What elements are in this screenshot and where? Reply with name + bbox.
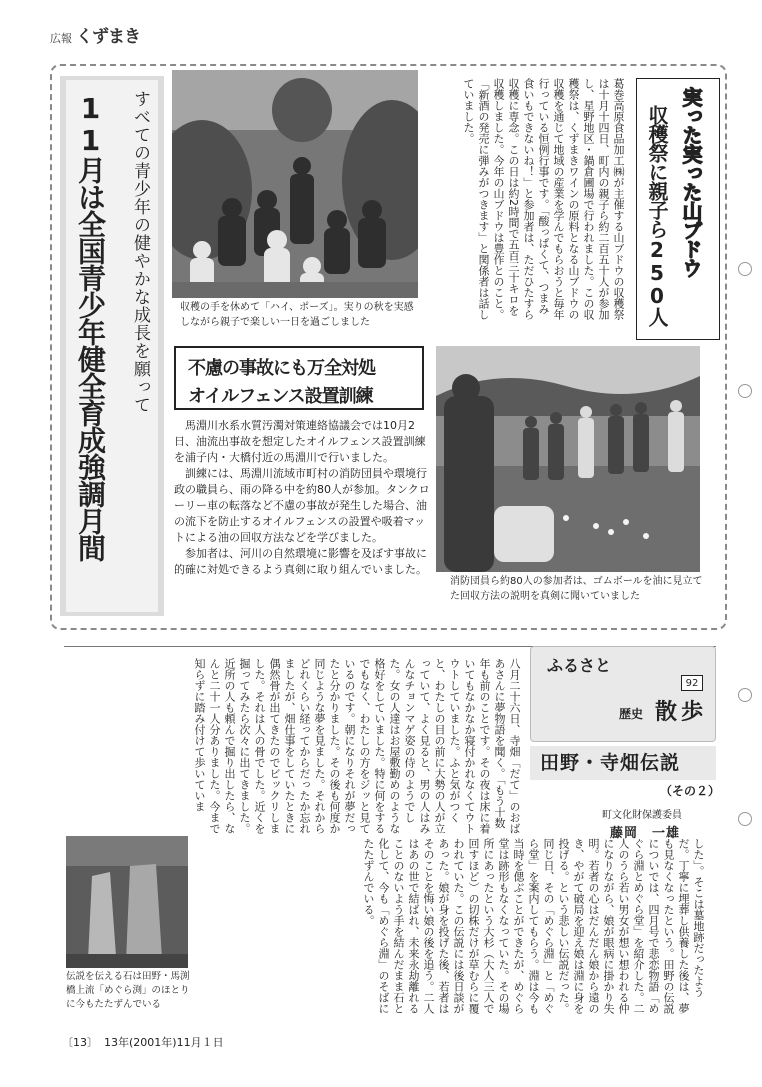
harvest-photo xyxy=(172,70,418,298)
oil-photo xyxy=(436,346,700,572)
furusato-body-lower: した」。そこは墓地跡だったようだ。丁寧に埋葬し供養した後は、夢も見なくなったという。田野の伝説についでは、四月号で悲恋物語「めぐら淵とめぐら堂」を紹介した。二人のうら若い男女が想い想われる仲になりながら、娘が眼病に掛かり失明。若者の心はだんだん娘から遠のき、やがて破局を迎え娘は淵に身を投げる。という悲しい伝説だった。同じ日、その「めぐら淵」と「めぐら堂」を案内してもらう。淵は今も当時を偲ぶことができたが、めぐら堂は跡形もなくなっていた。その場所にあったという大杉（大人三人で回すほど）の切株だけが草むらに覆われていた。この伝説には後日談があった。娘が身を投げた後、若者はそのことを悔い娘の後を追う。二人はあの世で結ばれ、未来永劫離れることのないよう手を結んだまま石と化して、今も「めぐら淵」のそばにたたずんでいる。 xyxy=(362,838,705,1014)
binder-hole xyxy=(738,262,752,276)
oil-paragraph: 参加者は、河川の自然環境に影響を及ぼす事故に的確に対処できるよう真剣に取り組んでいました。 xyxy=(174,547,427,576)
oil-title-line1: 不慮の事故にも万全対処 xyxy=(188,358,375,379)
author-role: 町文化財保護委員 xyxy=(602,810,682,821)
oil-paragraph: 馬淵川水系水質汚濁対策連絡協議会では10月2日、油流出事故を想定したオイルフェンス設置訓練を浦子内・大橋付近の馬淵川で行いました。 xyxy=(174,419,426,464)
banner xyxy=(60,76,164,616)
furusato-body-upper: 八月二十六日、寺畑「だて」のおばあさんに夢物語を聞く。「もう十数年も前のことです。その夜は床に着いてもなかなか寝付かれなくてウトウトしていました。ふと気がつくと、わたしの目の前に大勢の人が立っていて、よく見ると、男の人はみんなチョンマゲ姿の侍のようでした。女の人達はお屋敷勤めのような格好をしていました。特に何をするでもなく、わたしの方をジッと見ているのです。朝になりそれが夢だったと分かりました。その後も何度か同じような夢を見ました。それからどれくらい経ってからだったか忘れましたが、畑仕事をしていたときに偶然骨が出てきたのでビックリしました。それは人の骨でした。近くを掘ってみたら次々に出てきました。近所の人も頼んで掘り出したら、なんと二十一人分ありました。今まで知らずに踏み付けて歩いていま xyxy=(193,658,521,834)
series-sub2: 散歩 xyxy=(655,700,708,725)
oil-paragraph: 訓練には、馬淵川流域市町村の消防団員や環境行政の職員ら、雨の降る中を約80人が参加。タンクローリー車の転落など不慮の事故が発生した場合、油の流下を防止するオイルフェンスの設置や吸着マットによる油の回収方法などを学びました。 xyxy=(174,467,430,544)
issue-date: 13年(2001年)11月１日 xyxy=(104,1036,224,1049)
banner-subtitle: すべての青少年の健やかな成長を願って xyxy=(130,90,150,414)
harvest-caption: 収穫の手を休めて「ハイ、ポーズ」。実りの秋を実感しながら親子で楽しい一日を過ごしました xyxy=(180,302,414,328)
furusato-series-box xyxy=(530,646,716,742)
furusato-title-bar xyxy=(530,746,716,780)
oil-heading xyxy=(174,346,424,410)
binder-hole xyxy=(738,688,752,702)
issue-number: 92 xyxy=(681,675,703,691)
masthead xyxy=(50,22,140,47)
harvest-title-line1: 実った実った山ブドウ xyxy=(679,87,703,277)
masthead-label: 広報 xyxy=(50,32,72,45)
harvest-body: 葛巻高原食品加工㈱が主催する山ブドウの収穫祭は十月十四日、町内の親子ら約二百五十人が参加し、星野地区・鍋倉圃場で行われました。この収穫祭は、くずまきワインの原料となる山ブドウの収穫を通じて地域の産業を学んでもらおうと毎年行っている恒例行事です。「酸っぱくて、つまみ食いもできないね！」と参加者は、ただひたすら収穫に専念。この日は約2時間で五百三十キロを収穫しました。今年の山ブドウは豊作とのこと。「新酒の発売に弾みがつきます」と関係者は話していました。 xyxy=(462,78,625,320)
stone-photo xyxy=(66,836,188,968)
furusato-part: （その２） xyxy=(660,784,721,798)
oil-body xyxy=(174,418,432,614)
oil-photo-image xyxy=(436,346,700,572)
series-sub1: 歴史 xyxy=(619,707,644,721)
stone-photo-image xyxy=(66,836,188,968)
oil-caption: 消防団員ら約80人の参加者は、ゴムボールを油に見立てた回収方法の説明を真剣に聞いていました xyxy=(450,576,703,602)
harvest-heading xyxy=(636,78,720,340)
harvest-title-line2: 収穫祭に親子ら250人 xyxy=(645,105,669,326)
binder-hole xyxy=(738,384,752,398)
binder-hole xyxy=(738,812,752,826)
furusato-title: 田野・寺畑伝説 xyxy=(540,752,681,774)
author-name: 藤岡 一雄 xyxy=(610,826,681,841)
banner-title: 11月は全国青少年健全育成強調月間 xyxy=(74,92,107,561)
page-number: 〔13〕 xyxy=(62,1036,98,1049)
series-title: ふるさと xyxy=(547,656,612,675)
footer xyxy=(62,1034,224,1050)
harvest-photo-image xyxy=(172,70,418,298)
stone-caption: 伝説を伝える石は田野・馬渕橋上流「めぐら渕」のほとりに今もたたずんでいる xyxy=(66,971,190,1010)
masthead-logo: くずまき xyxy=(76,27,140,47)
oil-title-line2: オイルフェンス設置訓練 xyxy=(188,386,373,407)
